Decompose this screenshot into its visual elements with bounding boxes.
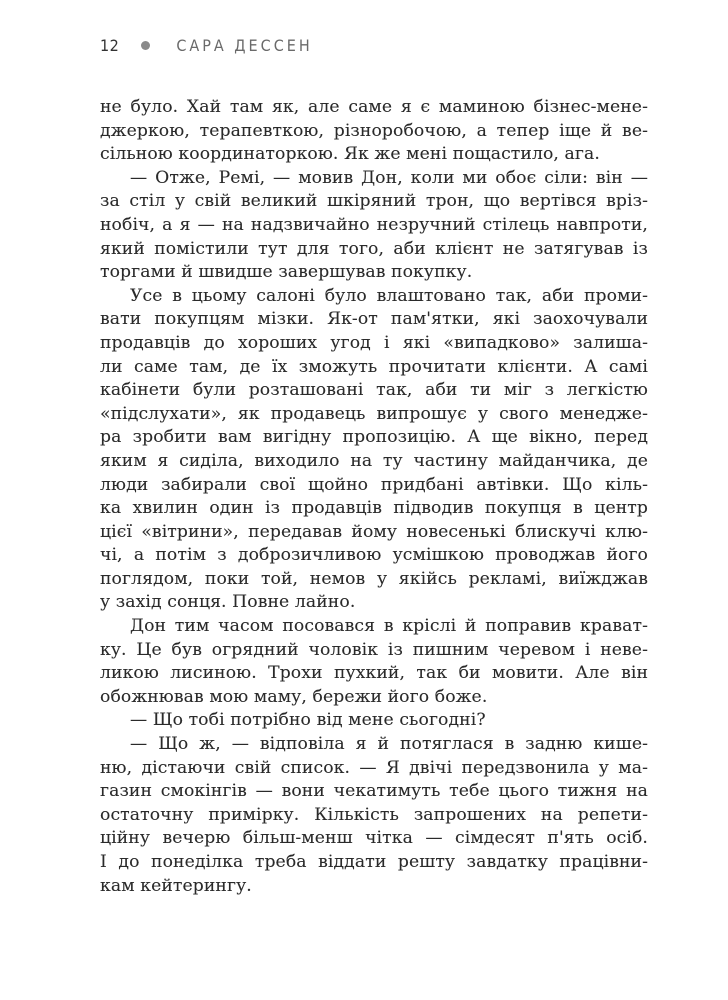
text-line: ка хвилин один із продавців підводив покупця в центр bbox=[100, 498, 648, 519]
text-line: ра зробити вам вигідну пропозицію. А ще вікно, перед bbox=[100, 427, 648, 448]
text-line: ликою лисиною. Трохи пухкий, так би мовити. Але він bbox=[100, 663, 648, 684]
text-line: Усе в цьому салоні було влаштовано так, аби проми- bbox=[130, 285, 648, 306]
text-line: цієї «вітрини», передавав йому новесенькі блискучі клю- bbox=[100, 521, 648, 542]
text-line: ли саме там, де їх зможуть прочитати клієнти. А самі bbox=[100, 356, 648, 377]
text-line: продавців до хороших угод і які «випадково» залиша- bbox=[100, 332, 648, 353]
text-line: за стіл у свій великий шкіряний трон, що вертівся вріз- bbox=[100, 191, 648, 212]
paragraph bbox=[100, 615, 648, 709]
paragraph bbox=[100, 709, 648, 733]
text-line: джеркою, терапевткою, різноробочою, а тепер іще й ве- bbox=[100, 120, 648, 141]
text-line: обожнював мою маму, бережи його боже. bbox=[100, 686, 488, 707]
text-line: сільною координаторкою. Як же мені пощастило, ага. bbox=[100, 144, 600, 165]
text-line: нобіч, а я — на надзвичайно незручний стілець навпроти, bbox=[100, 214, 648, 235]
text-line: ку. Це був огрядний чоловік із пишним черевом і неве- bbox=[100, 639, 648, 660]
text-line: вати покупцям мізки. Як-от пам'ятки, які заохочували bbox=[100, 309, 648, 330]
text-line: яким я сиділа, виходило на ту частину майданчика, де bbox=[100, 450, 648, 471]
text-line: ню, дістаючи свій список. — Я двічі передзвонила у ма- bbox=[100, 757, 648, 778]
text-line: газин смокінгів — вони чекатимуть тебе цього тижня на bbox=[100, 781, 648, 802]
text-line: — Отже, Ремі, — мовив Дон, коли ми обоє сіли: він — bbox=[130, 167, 648, 188]
text-line: у захід сонця. Повне лайно. bbox=[100, 592, 356, 613]
paragraph bbox=[100, 167, 648, 285]
text-line: торгами й швидше завершував покупку. bbox=[100, 262, 473, 283]
text-line: кабінети були розташовані так, аби ти міг з легкістю bbox=[100, 380, 648, 401]
bullet-dot-icon bbox=[141, 41, 150, 50]
paragraph bbox=[100, 733, 648, 898]
text-line: — Що тобі потрібно від мене сьогодні? bbox=[130, 710, 486, 731]
text-line: не було. Хай там як, але саме я є маминою бізнес-мене- bbox=[100, 97, 648, 117]
text-line: кам кейтерингу. bbox=[100, 875, 252, 896]
author-name: САРА ДЕССЕН bbox=[176, 35, 313, 55]
text-line: поглядом, поки той, немов у якійсь рекламі, виїжджав bbox=[100, 568, 648, 589]
text-line: люди забирали свої щойно придбані автівки. Що кіль- bbox=[100, 474, 648, 495]
paragraph bbox=[100, 285, 648, 615]
text-line: ційну вечерю більш-менш чітка — сімдесят п'ять осіб. bbox=[100, 828, 648, 849]
text-line: остаточну примірку. Кількість запрошених на репети- bbox=[100, 804, 648, 825]
text-line: «підслухати», як продавець випрошує у свого менедже- bbox=[100, 403, 648, 424]
page-body-text bbox=[100, 96, 648, 898]
text-line: чі, а потім з доброзичливою усмішкою проводжав його bbox=[100, 545, 648, 566]
running-header bbox=[100, 33, 313, 57]
text-line: який помістили тут для того, аби клієнт не затягував із bbox=[100, 238, 648, 259]
text-line: Дон тим часом посовався в кріслі й поправив крават- bbox=[130, 616, 648, 637]
page-number: 12 bbox=[100, 35, 120, 55]
paragraph bbox=[100, 96, 648, 167]
text-line: І до понеділка треба віддати решту завдатку працівни- bbox=[100, 852, 648, 872]
text-line: — Що ж, — відповіла я й потяглася в задню кише- bbox=[130, 734, 648, 755]
